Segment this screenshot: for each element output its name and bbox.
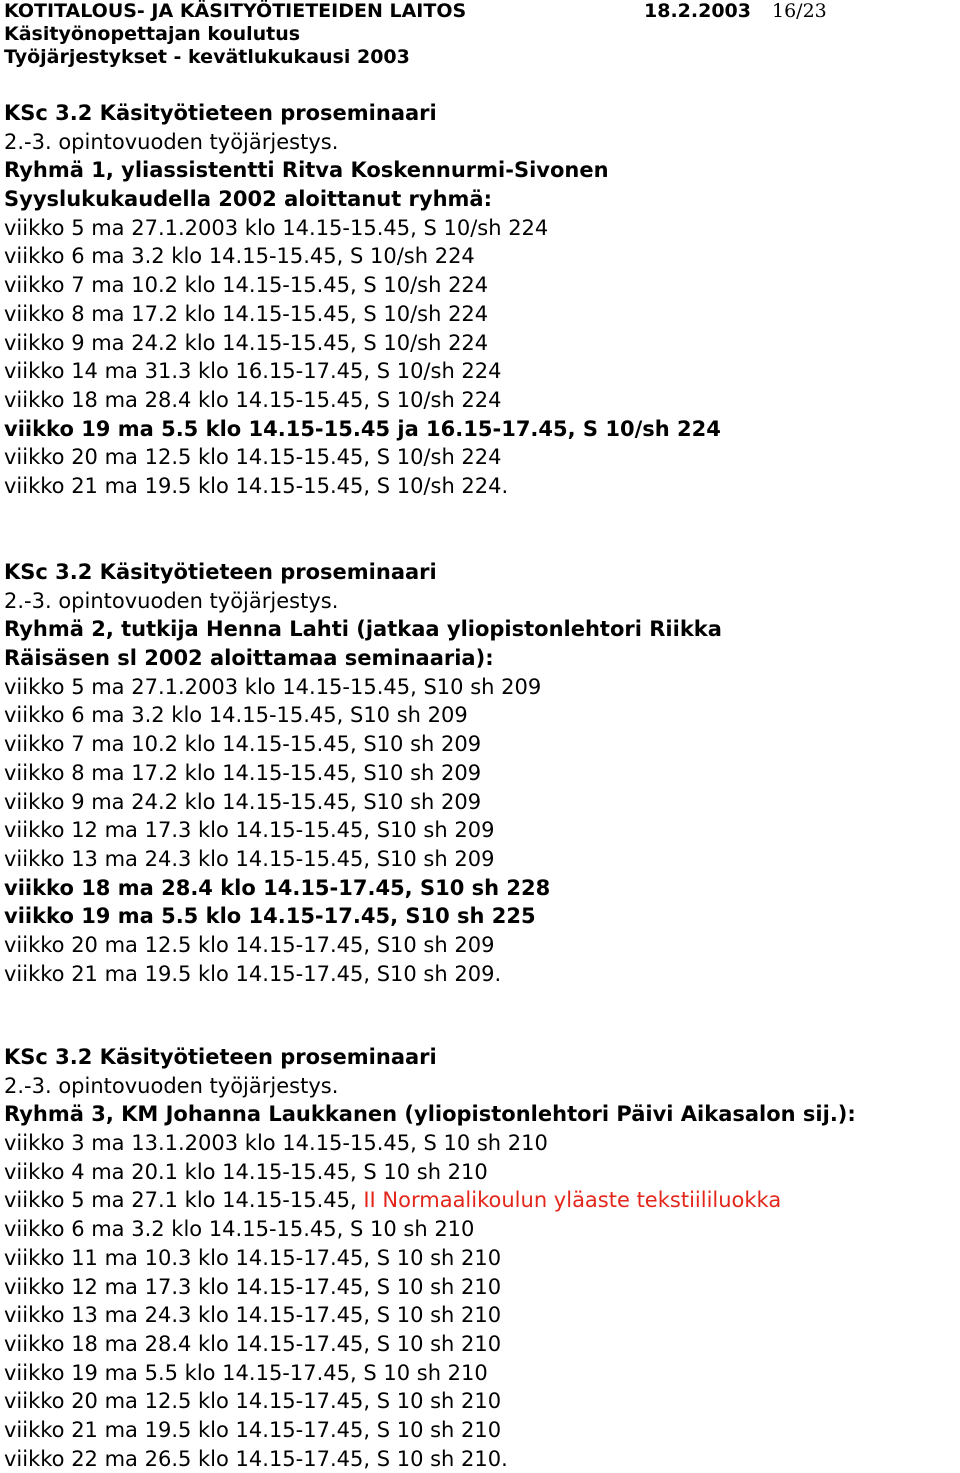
document-page [4, 0, 956, 1471]
schedule-row: viikko 18 ma 28.4 klo 14.15-17.45, S 10 sh 210 [4, 1331, 502, 1356]
schedule-row-text: viikko 5 ma 27.1 klo 14.15-15.45, [4, 1188, 364, 1213]
schedule-row [4, 1186, 960, 1215]
group-description: Räisäsen sl 2002 aloittamaa seminaaria): [4, 646, 494, 671]
schedule-list [4, 1129, 960, 1473]
schedule-row: viikko 19 ma 5.5 klo 14.15-17.45, S 10 sh 210 [4, 1360, 488, 1385]
schedule-row: viikko 6 ma 3.2 klo 14.15-15.45, S 10 sh 210 [4, 1217, 475, 1242]
page-number: 16/23 [772, 0, 827, 22]
schedule-row: viikko 21 ma 19.5 klo 14.15-15.45, S 10/sh 224. [4, 473, 509, 498]
schedule-row: viikko 20 ma 12.5 klo 14.15-17.45, S 10 sh 210 [4, 1389, 502, 1414]
schedule-row: viikko 7 ma 10.2 klo 14.15-15.45, S 10/sh 224 [4, 273, 489, 298]
schedule-list [4, 673, 960, 989]
group-description: Ryhmä 3, KM Johanna Laukkanen (yliopistonlehtori Päivi Aikasalon sij.): [4, 1102, 856, 1127]
section-group-3 [4, 1043, 960, 1473]
schedule-row: viikko 11 ma 10.3 klo 14.15-17.45, S 10 sh 210 [4, 1245, 502, 1270]
schedule-row: viikko 7 ma 10.2 klo 14.15-15.45, S10 sh 209 [4, 732, 482, 757]
schedule-row: viikko 9 ma 24.2 klo 14.15-15.45, S 10/sh 224 [4, 330, 489, 355]
schedule-row: viikko 22 ma 26.5 klo 14.15-17.45, S 10 sh 210. [4, 1446, 508, 1471]
section-group-1 [4, 99, 960, 501]
schedule-row: viikko 19 ma 5.5 klo 14.15-17.45, S10 sh 225 [4, 904, 536, 929]
schedule-row: viikko 6 ma 3.2 klo 14.15-15.45, S10 sh 209 [4, 703, 468, 728]
study-year: 2.-3. opintovuoden työjärjestys. [4, 588, 339, 613]
schedule-row: viikko 12 ma 17.3 klo 14.15-17.45, S 10 sh 210 [4, 1274, 502, 1299]
header-date: 18.2.2003 [644, 0, 751, 22]
schedule-row: viikko 18 ma 28.4 klo 14.15-15.45, S 10/sh 224 [4, 387, 502, 412]
schedule-row: viikko 8 ma 17.2 klo 14.15-15.45, S 10/sh 224 [4, 301, 489, 326]
schedule-row: viikko 13 ma 24.3 klo 14.15-15.45, S10 sh 209 [4, 846, 495, 871]
program-name: Käsityönopettajan koulutus [4, 23, 301, 45]
schedule-row: viikko 21 ma 19.5 klo 14.15-17.45, S10 sh 209. [4, 961, 502, 986]
study-year: 2.-3. opintovuoden työjärjestys. [4, 1073, 339, 1098]
schedule-row: viikko 8 ma 17.2 klo 14.15-15.45, S10 sh 209 [4, 760, 482, 785]
schedule-row: viikko 3 ma 13.1.2003 klo 14.15-15.45, S 10 sh 210 [4, 1131, 548, 1156]
schedule-list [4, 214, 960, 501]
section-group-2 [4, 558, 960, 988]
group-description: Syyslukukaudella 2002 aloittanut ryhmä: [4, 187, 493, 212]
page-header [4, 0, 956, 69]
schedule-title: Työjärjestykset - kevätlukukausi 2003 [4, 46, 410, 68]
course-title: KSc 3.2 Käsityötieteen proseminaari [4, 101, 437, 125]
schedule-row: viikko 13 ma 24.3 klo 14.15-17.45, S 10 sh 210 [4, 1303, 502, 1328]
course-title: KSc 3.2 Käsityötieteen proseminaari [4, 1045, 437, 1069]
schedule-row: viikko 18 ma 28.4 klo 14.15-17.45, S10 sh 228 [4, 875, 551, 900]
course-title: KSc 3.2 Käsityötieteen proseminaari [4, 560, 437, 584]
schedule-row: viikko 19 ma 5.5 klo 14.15-15.45 ja 16.15-17.45, S 10/sh 224 [4, 416, 721, 441]
schedule-row: viikko 5 ma 27.1.2003 klo 14.15-15.45, S10 sh 209 [4, 674, 542, 699]
schedule-row: viikko 5 ma 27.1.2003 klo 14.15-15.45, S 10/sh 224 [4, 215, 549, 240]
schedule-row: viikko 20 ma 12.5 klo 14.15-15.45, S 10/sh 224 [4, 445, 502, 470]
schedule-row: viikko 9 ma 24.2 klo 14.15-15.45, S10 sh 209 [4, 789, 482, 814]
schedule-row: viikko 20 ma 12.5 klo 14.15-17.45, S10 sh 209 [4, 932, 495, 957]
schedule-row: viikko 21 ma 19.5 klo 14.15-17.45, S 10 sh 210 [4, 1417, 502, 1442]
institute-name: KOTITALOUS- JA KÄSITYÖTIETEIDEN LAITOS [4, 0, 467, 22]
schedule-row: viikko 14 ma 31.3 klo 16.15-17.45, S 10/sh 224 [4, 359, 502, 384]
schedule-row: viikko 4 ma 20.1 klo 14.15-15.45, S 10 sh 210 [4, 1159, 488, 1184]
location-highlight: II Normaalikoulun yläaste tekstiililuokka [363, 1188, 782, 1213]
study-year: 2.-3. opintovuoden työjärjestys. [4, 129, 339, 154]
schedule-row: viikko 6 ma 3.2 klo 14.15-15.45, S 10/sh 224 [4, 244, 475, 269]
group-description: Ryhmä 2, tutkija Henna Lahti (jatkaa yliopistonlehtori Riikka [4, 617, 722, 642]
group-description: Ryhmä 1, yliassistentti Ritva Koskennurmi-Sivonen [4, 158, 609, 183]
schedule-row: viikko 12 ma 17.3 klo 14.15-15.45, S10 sh 209 [4, 818, 495, 843]
